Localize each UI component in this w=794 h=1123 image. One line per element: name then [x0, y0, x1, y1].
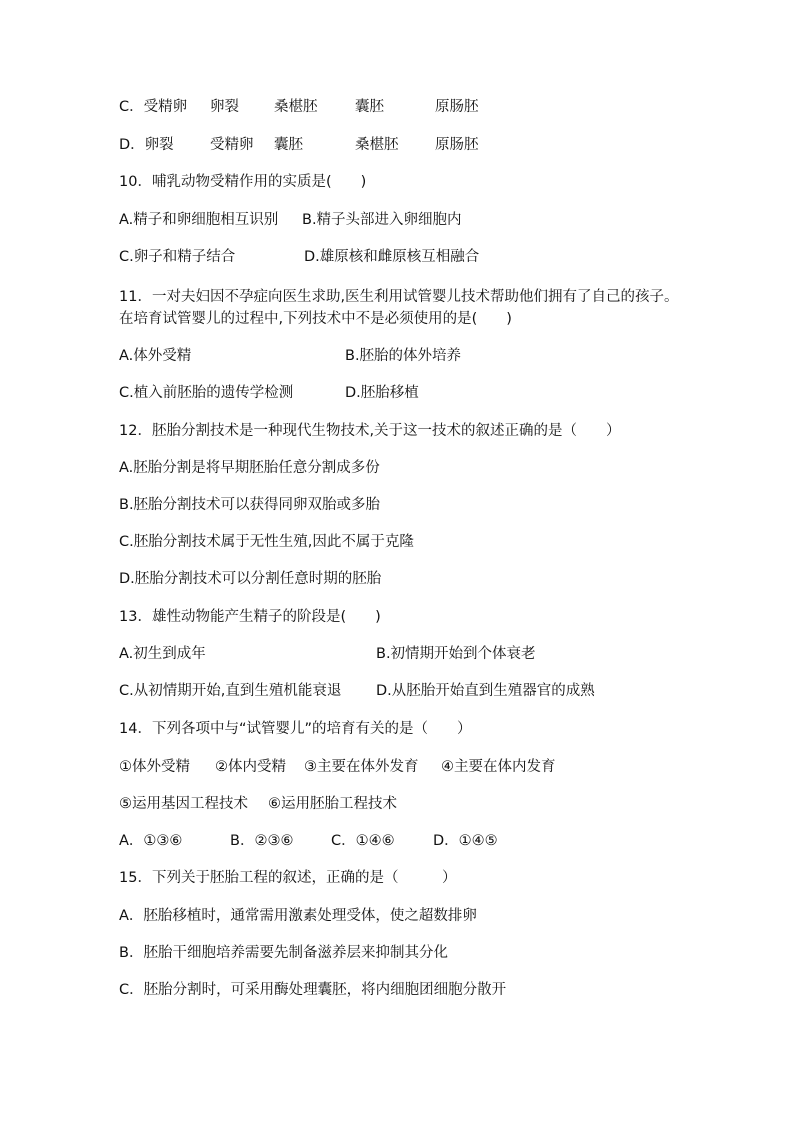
q9-option-c-part1: C．受精卵 [119, 99, 188, 115]
q12-option-d: D.胚胎分割技术可以分割任意时期的胚胎 [119, 571, 382, 587]
q10-option-d: D.雄原核和雌原核互相融合 [304, 249, 480, 265]
q12-option-b: B.胚胎分割技术可以获得同卵双胎或多胎 [119, 497, 381, 513]
q9-option-d-part3: 囊胚 [274, 137, 303, 153]
q14-item-5: ⑤运用基因工程技术 [119, 796, 248, 812]
q13-stem: 13．雄性动物能产生精子的阶段是( ) [119, 609, 381, 625]
q9-option-c-part3: 桑椹胚 [274, 99, 318, 115]
q9-option-d-part4: 桑椹胚 [355, 137, 399, 153]
q11-option-d: D.胚胎移植 [345, 385, 419, 401]
q9-option-d-part5: 原肠胚 [435, 137, 479, 153]
q11-stem-line1: 11．一对夫妇因不孕症向医生求助,医生利用试管婴儿技术帮助他们拥有了自己的孩子。 [119, 289, 679, 305]
q11-option-b: B.胚胎的体外培养 [345, 348, 462, 364]
q9-option-d-part1: D．卵裂 [119, 137, 174, 153]
q12-option-c: C.胚胎分割技术属于无性生殖,因此不属于克隆 [119, 534, 414, 550]
q10-stem: 10．哺乳动物受精作用的实质是( ) [119, 174, 367, 190]
q14-item-2: ②体内受精 [215, 759, 286, 775]
q11-option-c: C.植入前胚胎的遗传学检测 [119, 385, 294, 401]
q14-items-line1 [119, 757, 599, 777]
q15-option-b: B．胚胎干细胞培养需要先制备滋养层来抑制其分化 [119, 945, 448, 961]
q14-item-1: ①体外受精 [119, 759, 190, 775]
q14-item-4: ④主要在体内发育 [441, 759, 556, 775]
q10-option-b: B.精子头部进入卵细胞内 [302, 212, 462, 228]
q14-item-6: ⑥运用胚胎工程技术 [268, 796, 397, 812]
q12-stem: 12．胚胎分割技术是一种现代生物技术,关于这一技术的叙述正确的是（ ） [119, 423, 621, 439]
q12-option-a: A.胚胎分割是将早期胚胎任意分割成多份 [119, 460, 380, 476]
q9-option-c [119, 97, 499, 117]
q10-option-a: A.精子和卵细胞相互识别 [119, 212, 279, 228]
q14-option-d: D．①④⑤ [433, 833, 498, 849]
q15-option-a: A．胚胎移植时，通常需用激素处理受体，使之超数排卵 [119, 908, 477, 924]
q14-item-3: ③主要在体外发育 [304, 759, 419, 775]
q10-option-c: C.卵子和精子结合 [119, 249, 236, 265]
q14-option-c: C．①④⑥ [331, 833, 395, 849]
q15-stem: 15．下列关于胚胎工程的叙述，正确的是（ ） [119, 870, 457, 886]
q11-option-a: A.体外受精 [119, 348, 192, 364]
q9-option-c-part4: 囊胚 [355, 99, 384, 115]
q13-option-a: A.初生到成年 [119, 646, 206, 662]
q13-option-d: D.从胚胎开始直到生殖器官的成熟 [376, 683, 595, 699]
q11-stem-line2: 在培育试管婴儿的过程中,下列技术中不是必须使用的是( ) [119, 311, 512, 327]
q14-stem: 14．下列各项中与“试管婴儿”的培育有关的是（ ） [119, 721, 472, 737]
q9-option-c-part2: 卵裂 [210, 99, 239, 115]
q9-option-c-part5: 原肠胚 [435, 99, 479, 115]
q13-option-c: C.从初情期开始,直到生殖机能衰退 [119, 683, 342, 699]
q9-option-d [119, 135, 499, 155]
q13-option-b: B.初情期开始到个体衰老 [376, 646, 536, 662]
q14-items-line2 [119, 794, 419, 814]
q14-option-a: A．①③⑥ [119, 833, 183, 849]
q15-option-c: C．胚胎分割时，可采用酶处理囊胚，将内细胞团细胞分散开 [119, 982, 507, 998]
q9-option-d-part2: 受精卵 [210, 137, 254, 153]
q14-option-b: B．②③⑥ [230, 833, 294, 849]
